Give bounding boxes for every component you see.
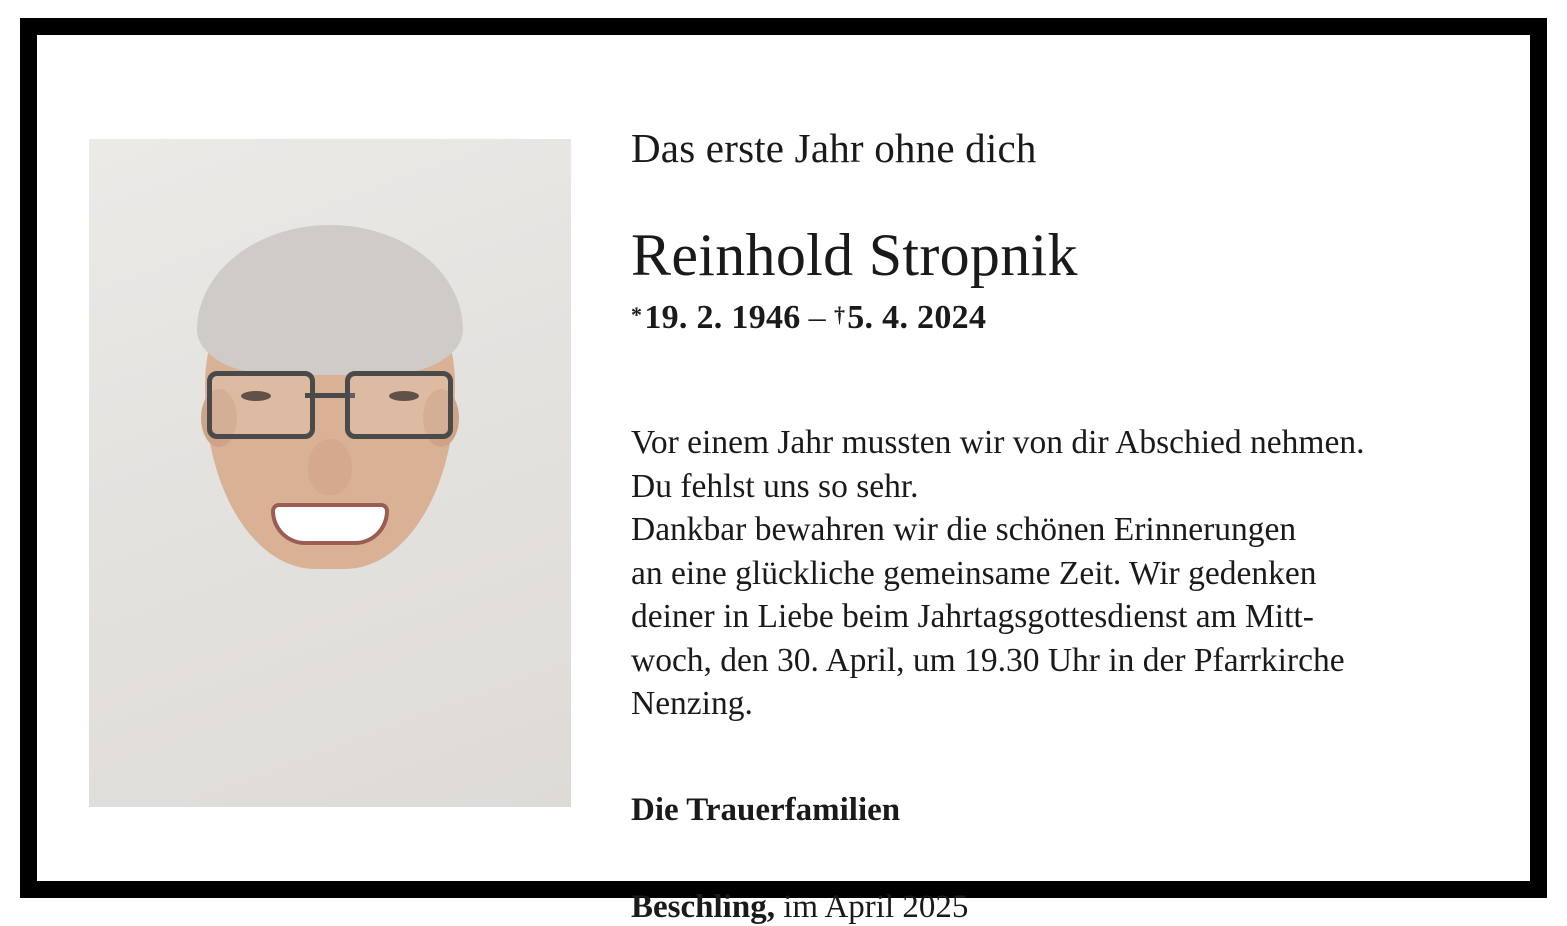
glasses-lens-left bbox=[207, 371, 315, 439]
death-date: 5. 4. 2024 bbox=[847, 299, 987, 337]
text-column bbox=[579, 77, 1490, 925]
red-sweater bbox=[89, 527, 571, 807]
memorial-text-line: Du fehlst uns so sehr. bbox=[631, 467, 919, 505]
mourning-family: Die Trauerfamilien bbox=[631, 791, 901, 828]
kicker-line: Das erste Jahr ohne dich bbox=[631, 125, 1037, 171]
birth-date: 19. 2. 1946 bbox=[644, 299, 801, 337]
glasses-icon bbox=[205, 371, 455, 433]
notice-date: im April 2025 bbox=[774, 888, 969, 925]
life-dates bbox=[631, 299, 1490, 337]
nose bbox=[308, 439, 352, 495]
smiling-mouth bbox=[275, 507, 385, 541]
memorial-text bbox=[631, 421, 1490, 726]
place-name: Beschling, bbox=[631, 888, 775, 925]
photo-column bbox=[89, 77, 579, 851]
memorial-text-line: an eine glückliche gemeinsame Zeit. Wir gedenken bbox=[631, 554, 1317, 592]
portrait-photo bbox=[89, 139, 571, 807]
death-symbol: † bbox=[833, 302, 846, 328]
memorial-text-line: Nenzing. bbox=[631, 685, 753, 723]
glasses-lens-right bbox=[345, 371, 453, 439]
place-and-date bbox=[631, 889, 1490, 926]
notice-content bbox=[37, 35, 1530, 925]
birth-symbol: * bbox=[631, 302, 643, 328]
mourning-border-frame bbox=[20, 18, 1547, 925]
memorial-text-line: Vor einem Jahr mussten wir von dir Abschied nehmen. bbox=[631, 424, 1365, 462]
memorial-text-line: woch, den 30. April, um 19.30 Uhr in der Pfarrkirche bbox=[631, 641, 1345, 679]
date-dash: – bbox=[808, 299, 826, 337]
memorial-text-line: deiner in Liebe beim Jahrtagsgottesdienst am Mitt- bbox=[631, 598, 1314, 636]
deceased-name: Reinhold Stropnik bbox=[631, 222, 1078, 289]
memorial-text-line: Dankbar bewahren wir die schönen Erinnerungen bbox=[631, 511, 1297, 549]
